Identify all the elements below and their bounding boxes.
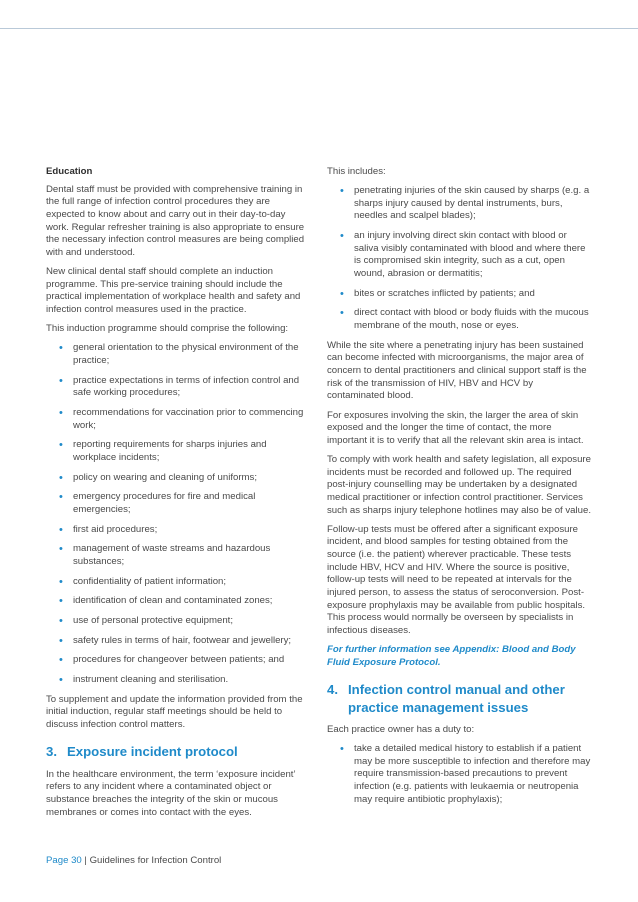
list-item: • confidentiality of patient information; <box>46 576 310 589</box>
list-item: • use of personal protective equipment; <box>46 615 310 628</box>
list-item: • reporting requirements for sharps injuries and workplace incidents; <box>46 439 310 464</box>
left-column <box>46 166 310 826</box>
paragraph: This includes: <box>327 166 386 177</box>
paragraph: In the healthcare environment, the term ‘exposure incident’ refers to any incident where a contaminated object or substance breaches the integrity of the skin or mucous membranes or comes into contact with the eyes. <box>46 768 296 818</box>
list-item: • procedures for changeover between patients; and <box>46 654 310 667</box>
paragraph: Dental staff must be provided with comprehensive training in the full range of infection control procedures they are expected to know about and carry out in their day-to-day work. Regular refresher training is also appropriate to ensure the necessary infection control measures are being complied with and understood. <box>46 183 305 258</box>
list-item: • emergency procedures for fire and medical emergencies; <box>46 491 310 516</box>
list-item: • policy on wearing and cleaning of uniforms; <box>46 472 310 485</box>
list-item: • bites or scratches inflicted by patients; and <box>327 288 593 301</box>
paragraph: For exposures involving the skin, the larger the area of skin exposed and the longer the time of contact, the more important it is to verify that all the relevant skin area is intact. <box>327 409 584 446</box>
header-rule <box>0 28 638 29</box>
list-item: • penetrating injuries of the skin caused by sharps (e.g. a sharps injury caused by dental instruments, burs, needles and scalpel blades); <box>327 185 593 223</box>
list-item: • recommendations for vaccination prior to commencing work; <box>46 407 310 432</box>
right-column <box>327 166 593 813</box>
section-title: Exposure incident protocol <box>67 744 238 760</box>
page-number: Page 30 <box>46 855 82 866</box>
exposure-list <box>327 185 593 333</box>
induction-list <box>46 342 310 686</box>
section-number: 3. <box>46 744 57 760</box>
list-item: • management of waste streams and hazardous substances; <box>46 543 310 568</box>
list-item: • safety rules in terms of hair, footwear and jewellery; <box>46 635 310 648</box>
section-3-heading <box>46 743 310 760</box>
list-item: • direct contact with blood or body fluids with the mucous membrane of the mouth, nose or eyes. <box>327 307 593 332</box>
paragraph: To supplement and update the information provided from the initial induction, regular staff meetings should be held to discuss infection control matters. <box>46 693 303 730</box>
section-number: 4. <box>327 682 338 698</box>
paragraph: While the site where a penetrating injury has been sustained can become infected with microorganisms, the major area of concern to dental practitioners and clinical support staff is the risk of the transmission of HIV, HBV and HCV by contaminated blood. <box>327 339 587 402</box>
section-title: Infection control manual and other practice management issues <box>348 682 565 715</box>
document-title: Guidelines for Infection Control <box>89 855 222 866</box>
paragraph: New clinical dental staff should complete an induction programme. This pre-service training should include the practical implementation of workplace health and safety and infection control measures used in the practice. <box>46 266 301 316</box>
list-item: • practice expectations in terms of infection control and safe working procedures; <box>46 375 310 400</box>
page-footer <box>46 855 221 868</box>
paragraph: This induction programme should comprise the following: <box>46 323 289 335</box>
education-heading: Education <box>46 166 93 177</box>
section-4-heading <box>327 681 593 715</box>
duty-list <box>327 743 593 806</box>
footer-separator: | <box>81 855 90 866</box>
list-item: • general orientation to the physical environment of the practice; <box>46 342 310 367</box>
list-item: • instrument cleaning and sterilisation. <box>46 674 310 687</box>
paragraph: Each practice owner has a duty to: <box>327 723 475 735</box>
paragraph: Follow-up tests must be offered after a significant exposure incident, and blood samples for testing obtained from the source (i.e. the patient) wherever practicable. These tests include HBV, HCV and HIV. Where the source is positive, follow-up tests will need to be repeated at intervals for the injured person, to assess the status of seroconversion. Post-exposure prophylaxis may be available from public hospitals. This process would normally be overseen by specialists in infectious diseases. <box>327 523 586 636</box>
list-item: • identification of clean and contaminated zones; <box>46 595 310 608</box>
list-item: • take a detailed medical history to establish if a patient may be more susceptible to infection and therefore may require transmission-based precautions to prevent infection (e.g. patients with leukaemia or neutropenia may require antibiotic prophylaxis); <box>327 743 593 806</box>
list-item: • an injury involving direct skin contact with blood or saliva visibly contaminated with blood and where there is compromised skin integrity, such as a cut, open wound, abrasion or dermatitis; <box>327 230 593 281</box>
list-item: • first aid procedures; <box>46 524 310 537</box>
paragraph: To comply with work health and safety legislation, all exposure incidents must be recorded and followed up. The required post-injury counselling may be undertaken by a designated medical practitioner or infection control practitioner. Services such as sharps injury telephone hotlines may also be of value. <box>327 453 591 516</box>
appendix-note: For further information see Appendix: Blood and Body Fluid Exposure Protocol. <box>327 644 576 668</box>
